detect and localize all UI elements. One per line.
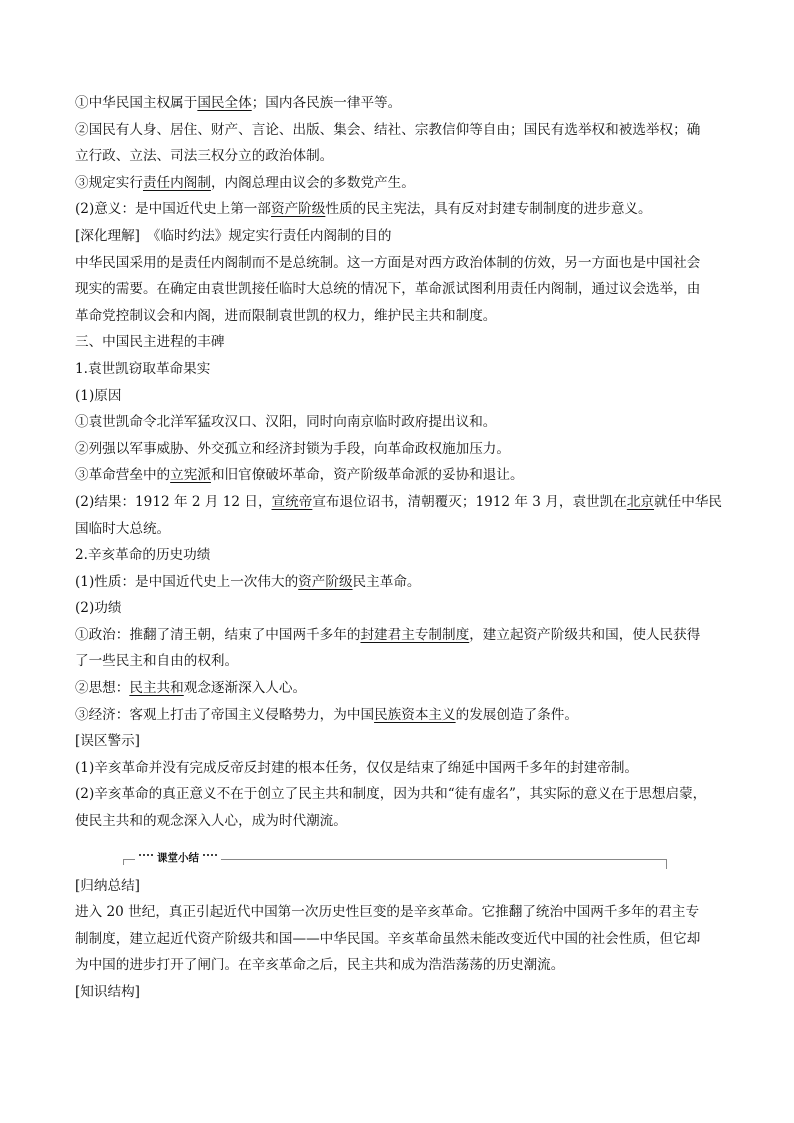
text-run: 的发展创造了条件。 — [455, 706, 578, 723]
text-line — [75, 170, 725, 197]
text-line — [75, 356, 725, 383]
text-run: ③规定实行 — [75, 174, 143, 191]
underlined-keyword: 封建君主专制制度 — [360, 626, 470, 643]
text-run: 为中国的进步打开了闸门。在辛亥革命之后，民主共和成为浩浩荡荡的历史潮流。 — [75, 957, 565, 974]
text-run: (2)意义：是中国近代史上第一部 — [75, 201, 271, 218]
text-line — [75, 899, 725, 926]
text-line — [75, 436, 725, 463]
text-line — [75, 979, 725, 1006]
text-run: 立行政、立法、司法三权分立的政治体制。 — [75, 148, 334, 165]
divider-hook-left — [123, 859, 124, 865]
text-line — [75, 303, 725, 330]
text-run: 就任中华民 — [654, 493, 722, 510]
text-line — [75, 755, 725, 782]
text-line — [75, 516, 725, 543]
text-line — [75, 329, 725, 356]
text-run: [误区警示] — [75, 733, 140, 750]
text-run: 三、中国民主进程的丰碑 — [75, 334, 225, 351]
text-line — [75, 409, 725, 436]
text-run: (2)结果：1912 年 2 月 12 日， — [75, 493, 272, 510]
divider-hook-right — [666, 859, 667, 869]
text-line — [75, 595, 725, 622]
text-line — [75, 569, 725, 596]
text-line — [75, 675, 725, 702]
text-run: 2.辛亥革命的历史功绩 — [75, 547, 211, 564]
text-run: (2)功绩 — [75, 600, 122, 617]
text-line — [75, 90, 725, 117]
text-run: 了一些民主和自由的权利。 — [75, 653, 239, 670]
underlined-keyword: 北京 — [626, 493, 655, 510]
text-run: 性质的民主宪法，具有反对封建专制制度的进步意义。 — [325, 201, 652, 218]
text-line — [75, 952, 725, 979]
text-line — [75, 143, 725, 170]
text-run: ②思想： — [75, 680, 130, 697]
text-run: 革命党控制议会和内阁，进而限制袁世凯的权力，维护民主共和制度。 — [75, 307, 497, 324]
text-run: ①政治：推翻了清王朝，结束了中国两千多年的 — [75, 626, 361, 643]
underlined-keyword: 民主共和 — [129, 680, 184, 697]
text-line — [75, 383, 725, 410]
text-run: ③革命营垒中的 — [75, 467, 171, 484]
body-text-block — [75, 90, 725, 835]
text-line — [75, 648, 725, 675]
section-label: 课堂小结 — [157, 851, 199, 864]
text-run: ②列强以军事威胁、外交孤立和经济封锁为手段，向革命政权施加压力。 — [75, 440, 510, 457]
text-line — [75, 117, 725, 144]
text-run: ②国民有人身、居住、财产、言论、出版、集会、结社、宗教信仰等自由；国民有选举权和被选举权；确 — [75, 121, 701, 138]
underlined-keyword: 资产阶级 — [270, 201, 326, 218]
underlined-keyword: 立宪派 — [170, 467, 211, 484]
text-line — [75, 728, 725, 755]
text-run: 1.袁世凯窃取革命果实 — [75, 360, 211, 377]
text-line — [75, 489, 725, 516]
underlined-keyword: 责任内阁制 — [142, 174, 211, 191]
text-run: (1)原因 — [75, 387, 122, 404]
text-line — [75, 808, 725, 835]
text-line — [75, 196, 725, 223]
text-run: ①中华民国主权属于 — [75, 95, 198, 111]
text-run: 民主革命。 — [352, 573, 421, 590]
text-run: (1)辛亥革命并没有完成反帝反封建的根本任务，仅仅是结束了绵延中国两千多年的封建帝制。 — [75, 759, 639, 776]
text-run: (1)性质：是中国近代史上一次伟大的 — [75, 573, 299, 590]
text-line — [75, 702, 725, 729]
text-line — [75, 276, 725, 303]
underlined-keyword: 资产阶级 — [298, 573, 353, 590]
underlined-keyword: 民族资本主义 — [374, 706, 456, 723]
text-run: ；国内各民族一律平等。 — [251, 95, 402, 111]
divider-dots-icon — [203, 854, 217, 860]
text-run: 宣布退位诏书，清朝覆灭；1912 年 3 月，袁世凯在 — [312, 493, 627, 510]
text-line — [75, 873, 725, 900]
text-run: 使民主共和的观念深入人心，成为时代潮流。 — [75, 813, 347, 830]
summary-text-block — [75, 873, 725, 1006]
text-run: 和旧官僚破坏革命，资产阶级革命派的妥协和退让。 — [210, 467, 524, 484]
text-line — [75, 926, 725, 953]
text-line — [75, 462, 725, 489]
divider-dots-icon — [139, 854, 153, 860]
text-run: ，建立起资产阶级共和国，使人民获得 — [469, 626, 701, 643]
text-run: 中华民国采用的是责任内阁制而不是总统制。这一方面是对西方政治体制的仿效，另一方面也是中国社会 — [75, 254, 701, 271]
text-line — [75, 781, 725, 808]
text-run: (2)辛亥革命的真正意义不在于创立了民主共和制度，因为共和“徒有虚名”，其实际的意义在于思想启蒙， — [75, 786, 707, 803]
section-label-box — [135, 850, 221, 865]
text-run: [归纳总结] — [75, 877, 140, 894]
text-run: 现实的需要。在确定由袁世凯接任临时大总统的情况下，革命派试图利用责任内阁制，通过议会选举，由 — [75, 281, 701, 298]
text-line — [75, 223, 725, 250]
text-run: [知识结构] — [75, 984, 140, 1000]
text-run: [深化理解] 《临时约法》规定实行责任内阁制的目的 — [75, 227, 392, 244]
text-line — [75, 542, 725, 569]
text-run: ③经济：客观上打击了帝国主义侵略势力，为中国 — [75, 706, 375, 723]
text-run: ，内阁总理由议会的多数党产生。 — [210, 174, 415, 191]
text-run: 国临时大总统。 — [75, 520, 171, 537]
underlined-keyword: 国民全体 — [197, 95, 252, 111]
text-line — [75, 250, 725, 277]
text-run: 观念逐渐深入人心。 — [183, 680, 307, 697]
text-line — [75, 622, 725, 649]
text-run: 进入 20 世纪，真正引起近代中国第一次历史性巨变的是辛亥革命。它推翻了统治中国两千多年的君主专 — [75, 904, 700, 921]
text-run: ①袁世凯命令北洋军猛攻汉口、汉阳，同时向南京临时政府提出议和。 — [75, 414, 497, 431]
section-divider — [75, 845, 725, 871]
document-content — [75, 90, 725, 1006]
underlined-keyword: 宣统帝 — [271, 493, 313, 510]
text-run: 制制度，建立起近代资产阶级共和国——中华民国。辛亥革命虽然未能改变近代中国的社会性质，但它却 — [75, 930, 701, 947]
